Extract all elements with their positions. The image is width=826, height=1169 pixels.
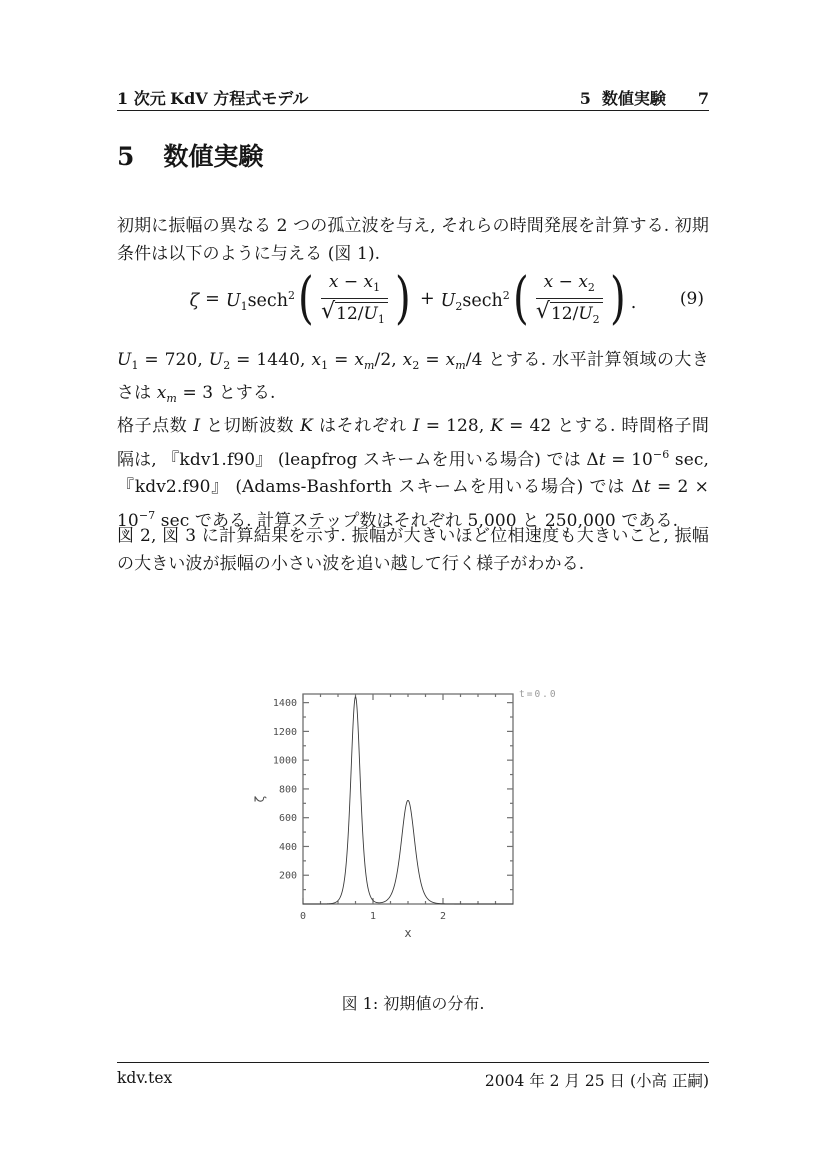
x-axis-label: x — [404, 926, 412, 940]
paragraph-parameters: $U_1 = 720$, $U_2 = 1440$, $x_1 = x_m/2$, $x_2 = x_m/4$ とする. 水平計算領域の大きさは $x_m = 3$ とする. — [117, 350, 709, 405]
page-footer — [117, 1069, 709, 1091]
header-left-title: 1 次元 KdV 方程式モデル — [117, 89, 309, 108]
plot-frame — [303, 694, 513, 904]
right-paren: ) — [609, 266, 626, 332]
y-tick-label: 800 — [278, 784, 297, 796]
eq-term1-coef: $U_1\sec h^2$ — [225, 289, 295, 313]
paragraph-results: 図 2, 図 3 に計算結果を示す. 振幅が大きいほど位相速度も大きいこと, 振幅の大きい波が振幅の小さい波を追い越して行く様子がわかる. — [117, 526, 709, 574]
figure-1-plot — [240, 668, 580, 958]
initial-condition-chart — [240, 668, 580, 958]
header-section-number: 5 — [579, 89, 591, 108]
y-tick-label: 1200 — [272, 726, 297, 738]
header-section-title: 数値実験 — [601, 91, 666, 108]
paragraph-grid-settings: 格子点数 I と切断波数 K はそれぞれ I = 128, K = 42 とする. 時間格子間隔は, 『kdv1.f90』 (leapfrog スキームを用いる場合) では $\Delta t = 10^{-6}$ sec, 『kdv2.f90』 (Adams-Bashforth スキームを用いる場合) では $\Delta t = 2 \times 10^{-7}$ sec である. 計算ステップ数はそれぞれ 5,000 と 250,000 である. — [117, 416, 710, 531]
equation-number: (9) — [679, 289, 704, 309]
y-axis-label: ζ — [253, 795, 267, 803]
eq-zeta: ζ — [189, 291, 200, 311]
radical-sign: √ — [535, 299, 550, 324]
eq-term2-fraction: $x - x_2$ √ $12/U_2$ — [534, 272, 605, 326]
y-tick-label: 1000 — [272, 755, 297, 767]
header-rule — [117, 110, 709, 111]
eq-lhs — [190, 291, 200, 311]
x-tick-label: 0 — [299, 911, 307, 922]
y-tick-label: 1400 — [272, 698, 297, 710]
y-tick-label: 600 — [278, 813, 297, 825]
radical-sign: √ — [321, 299, 336, 324]
y-tick-label: 200 — [278, 870, 297, 882]
eq-plus: + — [419, 289, 435, 309]
header-right — [580, 86, 709, 109]
left-paren: ( — [512, 266, 529, 332]
section-number: 5 — [117, 142, 135, 171]
right-paren: ) — [395, 266, 411, 332]
equation-9 — [117, 260, 709, 338]
equation-body — [189, 266, 637, 332]
time-annotation: t=0.0 — [519, 689, 558, 700]
eq-term1-fraction: $x - x_1$ √ $12/U_1$ — [319, 272, 390, 326]
eq-period: . — [630, 293, 637, 313]
x-tick-label: 2 — [439, 911, 447, 922]
page-header — [117, 86, 709, 109]
y-tick-label: 400 — [278, 841, 297, 853]
footer-rule — [117, 1062, 709, 1063]
eq-term2-coef: $U_2\sec h^2$ — [440, 289, 510, 313]
footer-date-author: 2004 年 2 月 25 日 (小高 正嗣) — [484, 1072, 709, 1090]
footer-filename: kdv.tex — [117, 1069, 173, 1087]
section-title: 数値実験 — [163, 143, 264, 171]
header-page-number: 7 — [697, 89, 709, 108]
figure-1-caption: 図 1: 初期値の分布. — [341, 994, 485, 1013]
eq-equals: = — [205, 289, 220, 309]
section-heading — [117, 137, 263, 173]
paragraph-intro: 初期に振幅の異なる 2 つの孤立波を与え, それらの時間発展を計算する. 初期条件は以下のように与える (図 1). — [117, 216, 709, 264]
x-tick-label: 1 — [369, 911, 377, 922]
zeta-curve — [303, 697, 513, 904]
left-paren: ( — [298, 266, 314, 332]
